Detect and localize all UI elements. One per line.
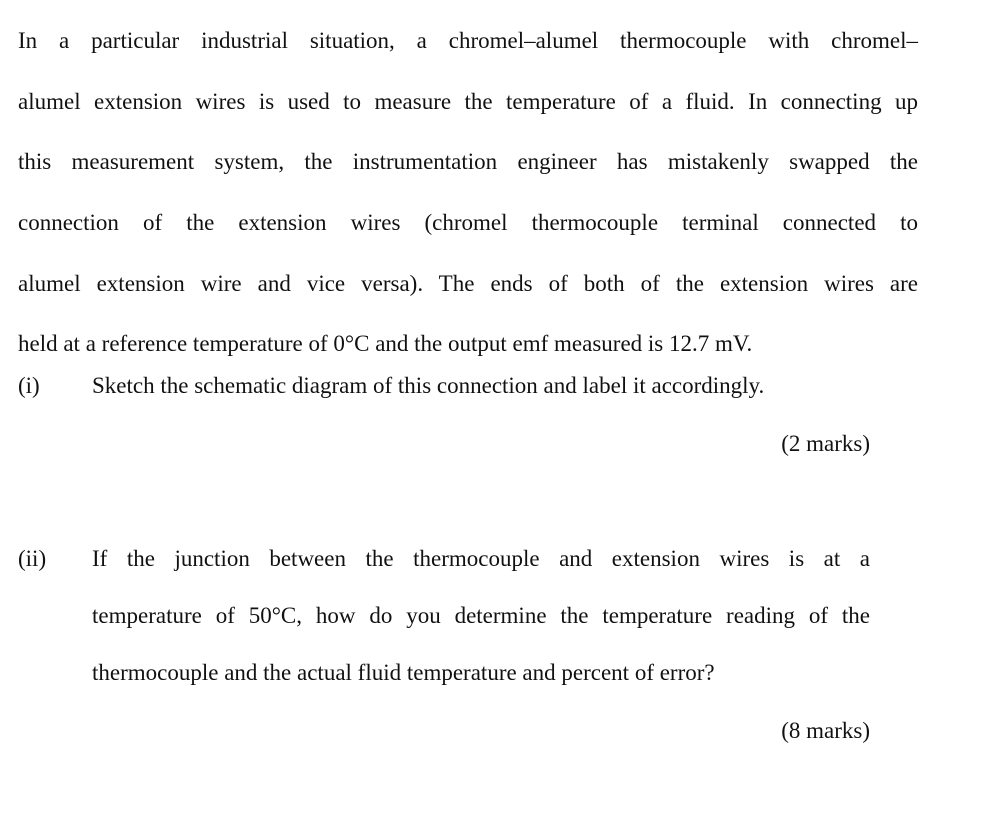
question-2-number: (ii) (18, 546, 47, 571)
question-2-marks: (8 marks) (781, 718, 870, 743)
intro-line-2: alumel extension wires is used to measure the temperature of a fluid. In connecting up (18, 89, 918, 114)
question-1-text: Sketch the schematic diagram of this connection and label it accordingly. (92, 373, 765, 398)
question-1-marks: (2 marks) (781, 431, 870, 456)
intro-line-4: connection of the extension wires (chromel thermocouple terminal connected to (18, 210, 918, 235)
intro-line-3: this measurement system, the instrumentation engineer has mistakenly swapped the (18, 149, 918, 174)
question-2-line-2: temperature of 50°C, how do you determine the temperature reading of the (92, 603, 870, 628)
question-2-line-3: thermocouple and the actual fluid temperature and percent of error? (92, 660, 715, 685)
question-2-line-1: If the junction between the thermocouple and extension wires is at a (92, 546, 870, 571)
intro-line-5: alumel extension wire and vice versa). The ends of both of the extension wires are (18, 271, 918, 296)
question-1-number: (i) (18, 373, 40, 398)
intro-line-1: In a particular industrial situation, a chromel–alumel thermocouple with chromel– (18, 28, 918, 53)
intro-line-6: held at a reference temperature of 0°C and the output emf measured is 12.7 mV. (18, 331, 753, 356)
